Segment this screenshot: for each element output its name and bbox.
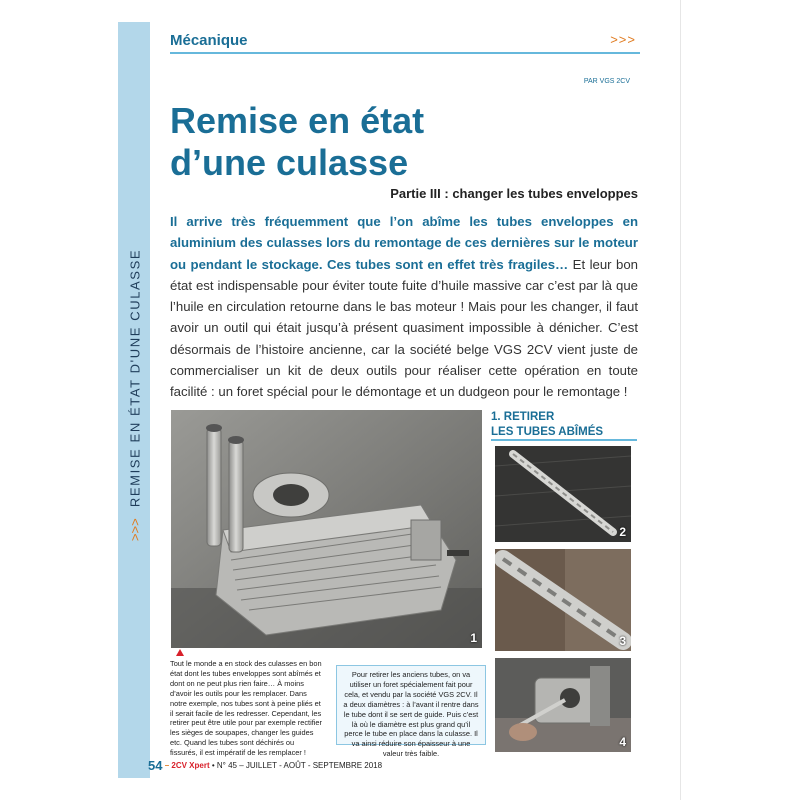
drill-bit-illustration [495,446,631,542]
byline: PAR VGS 2CV [583,78,630,85]
page-edge [680,0,681,800]
issue-info: • N° 45 – JUILLET - AOÛT - SEPTEMBRE 2018 [211,761,383,770]
intro-lead: Il arrive très fréquemment que l’on abîme les tubes enveloppes en aluminium des culasses lors du remontage de ces dernières sur le moteur ou pendant le stockage. Ces tubes sont en effet très fragiles… [170,214,638,272]
title-line-1: Remise en état [170,100,425,141]
sidebar-arrows: >>> [127,518,143,542]
intro-paragraph [170,211,638,403]
caption-marker-triangle [176,649,184,656]
page-number: 54 [148,758,163,773]
photo-drill-closeup [495,549,631,651]
photo-drill-bit [495,446,631,542]
section-heading-line-1: 1. RETIRER [491,411,555,423]
article-title [170,100,424,184]
drilling-vise-illustration [495,658,631,752]
photo-number-1: 1 [470,631,477,645]
article-subtitle: Partie III : changer les tubes enveloppes [390,186,638,201]
title-line-2: d’une culasse [170,142,409,183]
photo-number-3: 3 [619,634,626,648]
cylinder-head-illustration [171,410,482,648]
rubric-header [170,30,640,54]
photo-number-4: 4 [619,735,626,749]
photo-cylinder-head [171,410,482,648]
rubric-title: Mécanique [170,32,248,49]
sidebar-running-title [128,249,143,541]
photo-drilling-vise [495,658,631,752]
sidebar-label: REMISE EN ÉTAT D'UNE CULASSE [127,248,143,508]
section-heading-line-2: LES TUBES ABÎMÉS [491,426,604,438]
intro-body: Et leur bon état est indispensable pour éviter toute fuite d’huile massive car c’est par là que l’huile en circulation retourne dans le bas moteur ! Mais pour les changer, il faut avoir un outil qui était jusqu’à présent quasiment impossible à dénicher. C’est désormais de l’histoire ancienne, car la société belge VGS 2CV vient juste de commercialiser un kit de deux outils pour réaliser cette opération en toute facilité : un foret spécial pour le démontage et un dudgeon pour le remontage ! [170,256,638,400]
section-heading [491,410,603,440]
photo-number-2: 2 [619,525,626,539]
magazine-name: 2CV Xpert [171,761,210,770]
rubric-arrows: >>> [610,32,636,47]
drill-closeup-illustration [495,549,631,651]
caption-box-photos-2-4: Pour retirer les anciens tubes, on va utiliser un foret spécialement fait pour cela, et vendu par la société VGS 2CV. Il a deux diamètres : à l’avant il rentre dans le tube dont il se sert de guide. Puis c’est là où le diamètre est plus grand qu’il perce le tube en place dans la culasse. Il va ainsi réduire son épaisseur à une valeur très faible. [336,665,486,745]
section-rule [491,439,637,441]
page-footer [148,758,382,773]
caption-photo-1: Tout le monde a en stock des culasses en bon état dont les tubes enveloppes sont abîmés et dont on ne peut plus rien faire… À moins d’avoir les outils pour les remplacer. Dans notre exemple, nos tubes sont à peine pliés et il serait facile de les redresser. Cependant, les retirer peut être utile pour par exemple rectifier les sièges de soupapes, changer les guides etc. Quand les tubes sont déchirés ou fissurés, il est impératif de les remplacer ! [170,659,322,758]
footer-separator: – [164,761,170,770]
